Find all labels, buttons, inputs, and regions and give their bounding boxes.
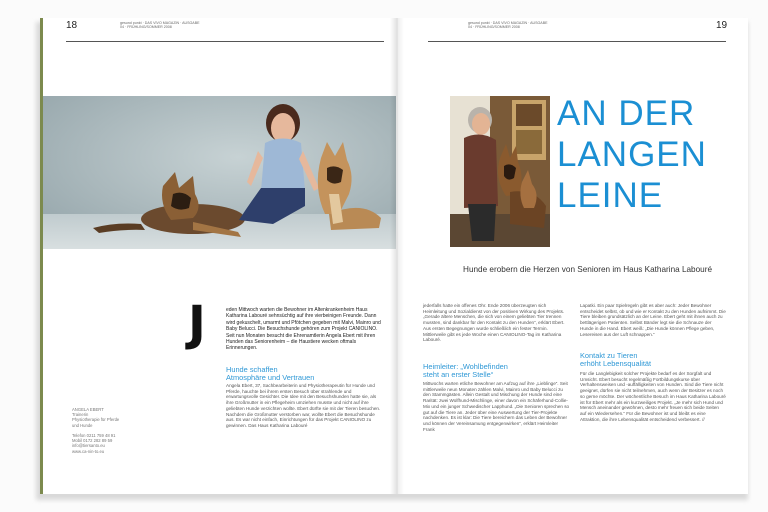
page-edge-strip — [40, 18, 43, 494]
intro-paragraph: eden Mittwoch warten die Bewohner im Altenkrankenheim Haus Katharina Labouré sehnsüchtig auf ihre vierbeinigen Freunde. Dann wird gekuschelt, umarmt und Pfötchen gegeben mit Malvi, Mainro und Baby Belucci. Die Besuchshunde gehören zum Projekt CANIOLINO. Seit nun Monaten besucht die Ehrenamtlerin Angela Ebert mit ihren Hunden das Seniorenheim – die Haustiere wecken oftmals Erinnerungen. — [226, 307, 381, 352]
drop-cap: J — [188, 296, 206, 352]
right-header-rule — [428, 41, 726, 42]
left-page-number: 18 — [66, 20, 78, 31]
right-runhead: gesund punkt · DAS VIVO MAGAZIN · AUSGABE 04 · FRÜHLING/SOMMER 2008 — [468, 21, 548, 30]
right-col1-subhead: Heimleiter: „Wohlbefinden steht an erster Stelle“ — [423, 362, 508, 379]
photo-senior-with-dogs — [450, 96, 550, 247]
page-gutter — [390, 18, 404, 494]
article-title: AN DER LANGEN LEINE — [557, 94, 707, 215]
senior-photo-illustration — [450, 96, 550, 247]
left-header-rule — [66, 41, 384, 42]
hero-photo-woman-with-dogs — [43, 96, 398, 249]
right-col1-body-bottom: Mittwochs warten etliche Bewohner am Aufzug auf ihre „Lieblinge“. Seit mittlerweile neun Monaten zählen Malvi, Mainro und Baby Belucci zu den Stammgästen. Allein Gestalt und Mischung der Hunde sind eine Rarität: zwei Wolfhund-Mischlinge, einer davon ein Schäferhund-Collie-Mix und ein junger Schwedischer Lapphund. „Die Senioren sprechen so gut auf die Tiere an. Jeder über eine Auswertung der Tier-Projekte nachdenken. Es ist klar: Die Tiere bereichern das Leben der Bewohner und können der Vereinsamung entgegenwirken“, erklärt Heimleiter Frank — [423, 381, 570, 432]
right-col2-subhead: Kontakt zu Tieren erhöht Lebensqualität — [580, 351, 652, 368]
right-col1-body-top: jederfalls hatte ein offenes Ohr. Ende 2006 überzeugten sich Heimleitung und Sozialdienst von der positiven Wirkung des Projekts. „Gerade ältere Menschen, die sich von einem geliebten Tier trennen mussten, sind dankbar für den Kontakt zu den Hunden“, erklärt Ebert. Aus ersten Begegnungen wurde schließlich ein fester Termin. Mittlerweile gibt es jede Woche einen CANIOLINO-Tag im Katharina Labouré. — [423, 303, 565, 343]
left-body-text: Angela Ebert, 37, Sachbearbeiterin und Physiotherapeutin für Hunde und Pferde, hauchte bei ihrem ersten Besuch über strahlende und erwartungsvolle Gesichter. Die Idee mit den Besuchshunden hatte sie, als ihre Großmutter in ein Pflegeheim umziehen musste und nicht auf ihre geliebten Hunde verzichten wollte. Ebert dürfte sie mit der Tieren besuchen. Nachdem die Großmutter verstorben war, wollte Ebert die Besuchshunde aus. Es war nicht einfach, Einrichtungen für das Projekt CANIOLINO zu gewinnen. Das Haus Katharina Labouré — [226, 383, 381, 428]
left-subhead: Hunde schaffen Atmosphäre und Vertrauen — [226, 365, 315, 382]
right-col2-body-bottom: Für die Langlebigkeit solcher Projekte bedarf es der Sorgfalt und Umsicht. Ebert besucht regelmäßig Fortbildungskurse über Verhaltensweisen und -auffälligkeiten von Hunden. Sind die Tiere nicht geeignet, dürfen sie nicht teilnehmen, auch wenn der Besitzer es noch so gerne möchte. Der wöchentliche Besuch im Haus Katharina Labouré ist für Ebert mehr als ein kurzweiliges Projekt. „Je mehr sich Hund und Mensch aneinander gewöhnen, desto mehr freuen sich beide Seiten auf ein Wiedersehen.“ Für die Bewohner ist und bleibt es eine Attraktion, die ihre Lebensqualität entscheidend verbessert. // — [580, 371, 726, 422]
contact-sidebar: ANGELA EBERT Trainerin Physiotherapie für Pferde und Hunde Telefon 0211 759 48 91 Mobil 0172 282 89 59 info@tiersanto.eu www.ca-nin-to.eu — [72, 407, 120, 454]
hero-photo-illustration — [43, 96, 398, 249]
right-page-number: 19 — [716, 20, 728, 31]
left-runhead: gesund punkt · DAS VIVO MAGAZIN · AUSGABE 04 · FRÜHLING/SOMMER 2008 — [120, 21, 200, 30]
article-deck: Hunde erobern die Herzen von Senioren im Haus Katharina Labouré — [463, 265, 712, 274]
right-col2-body-top: Lapatki. Ein paar Spielregeln gibt es aber auch: Jeder Bewohner entscheidet selbst, ob und wie er Kontakt zu den Hunden aufnimmt. Die Tiere bleiben grundsätzlich an der Leine. Ebert geht mit ihnen auch zu bettlägerigen Patienten. Selbst Bänder legt sie die Schnauze der Hunde in die Hand. Ebert weiß: „Die Hunde können Pflege geben, Lesereisen aus der Luft schnappen.“ — [580, 303, 726, 337]
